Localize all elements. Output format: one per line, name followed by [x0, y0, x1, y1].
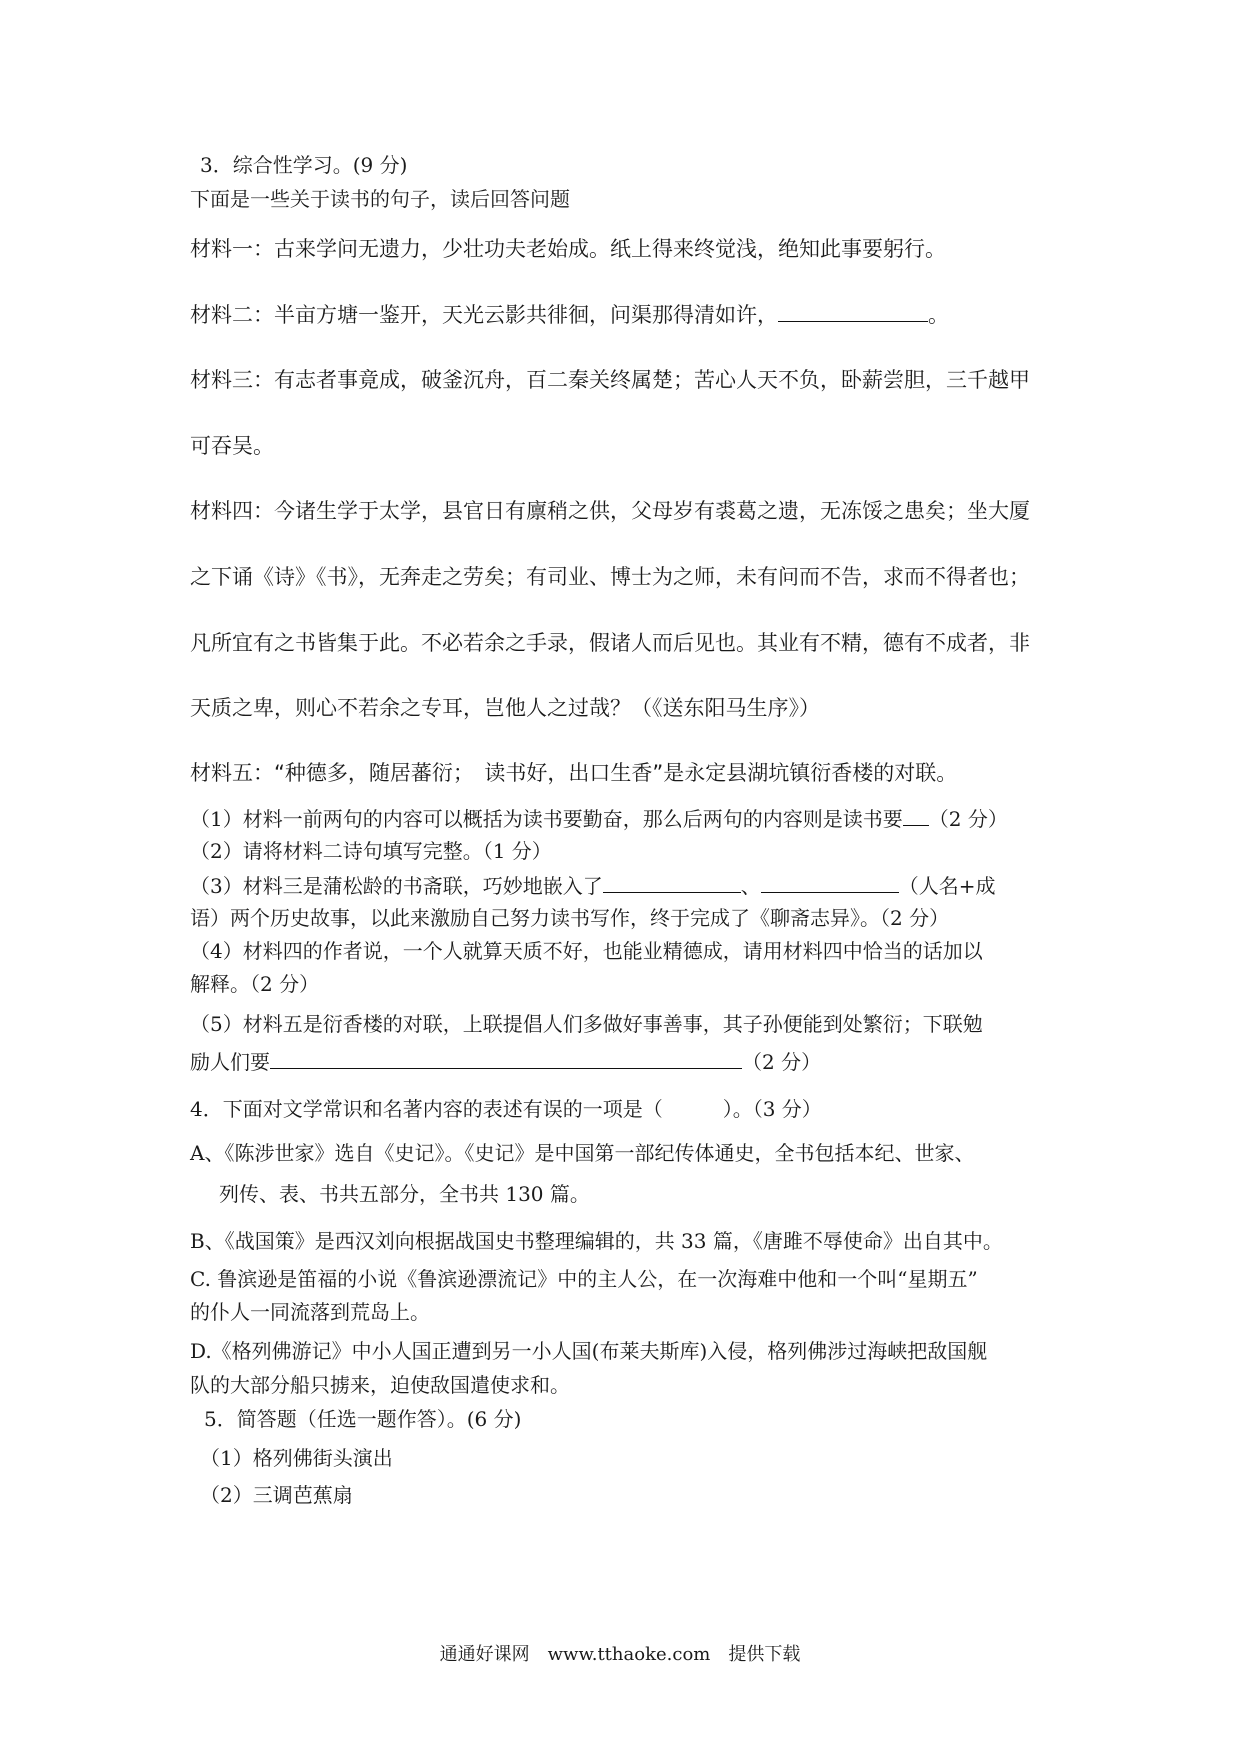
sub-question-1-score: （2 分）	[928, 807, 1008, 831]
sub-question-1-text: （1）材料一前两句的内容可以概括为读书要勤奋，那么后两句的内容则是读书要	[190, 807, 903, 831]
material-3-line-2: 可吞吴。	[190, 434, 274, 458]
sub-question-3-blank-1[interactable]	[603, 874, 741, 893]
q5-option-1: （1）格列佛街头演出	[200, 1446, 393, 1470]
sub-question-4-line-2: 解释。（2 分）	[190, 972, 320, 996]
sub-question-3-line-1	[190, 873, 996, 899]
sub-question-3-hint: （人名+成	[898, 874, 996, 898]
sub-question-5-blank[interactable]	[270, 1050, 742, 1069]
q4-option-d-line-2: 队的大部分船只掳来，迫使敌国遣使求和。	[190, 1373, 570, 1397]
q4-option-a-line-2: 列传、表、书共五部分，全书共 130 篇。	[219, 1182, 590, 1206]
material-4-line-2: 之下诵《诗》《书》，无奔走之劳矣；有司业、博士为之师，未有问而不告，求而不得者也；	[190, 565, 1030, 589]
q3-heading: 3．综合性学习。(9 分)	[200, 153, 408, 177]
q5-heading: 5．简答题（任选一题作答）。(6 分)	[204, 1407, 522, 1431]
material-4-line-3: 凡所宜有之书皆集于此。不必若余之手录，假诸人而后见也。其业有不精，德有不成者，非	[190, 631, 1030, 655]
material-5: 材料五：“种德多，随居蕃衍； 读书好，出口生香”是永定县湖坑镇衍香楼的对联。	[190, 761, 958, 785]
sub-question-5-text: 励人们要	[190, 1050, 270, 1074]
page-footer: 通通好课网 www.tthaoke.com 提供下载	[439, 1644, 801, 1665]
sub-question-3-line-2: 语）两个历史故事，以此来激励自己努力读书写作，终于完成了《聊斋志异》。（2 分）	[190, 906, 950, 930]
q4-option-c-line-1: C. 鲁滨逊是笛福的小说《鲁滨逊漂流记》中的主人公，在一次海难中他和一个叫“星期五”	[190, 1267, 978, 1291]
q4-heading: 4．下面对文学常识和名著内容的表述有误的一项是（ ）。（3 分）	[190, 1097, 822, 1121]
q4-option-b: B、《战国策》是西汉刘向根据战国史书整理编辑的，共 33 篇，《唐雎不辱使命》出自其中。	[190, 1229, 1003, 1253]
material-2	[190, 302, 949, 328]
q3-intro: 下面是一些关于读书的句子，读后回答问题	[190, 187, 570, 211]
material-4-line-1: 材料四：今诸生学于太学，县官日有廪稍之供，父母岁有裘葛之遗，无冻馁之患矣；坐大厦	[190, 499, 1030, 523]
sub-question-5-line-2	[190, 1049, 821, 1075]
sub-question-3-separator: 、	[740, 874, 761, 898]
sub-question-3-text: （3）材料三是蒲松龄的书斋联，巧妙地嵌入了	[190, 874, 603, 898]
material-2-end: 。	[928, 303, 949, 327]
sub-question-1	[190, 806, 1008, 832]
material-2-blank[interactable]	[778, 303, 928, 322]
material-2-text: 材料二：半亩方塘一鉴开，天光云影共徘徊，问渠那得清如许，	[190, 303, 778, 327]
sub-question-1-blank[interactable]	[903, 807, 929, 826]
sub-question-3-blank-2[interactable]	[761, 874, 899, 893]
q4-option-d-line-1: D.《格列佛游记》中小人国正遭到另一小人国(布莱夫斯库)入侵，格列佛涉过海峡把敌国舰	[190, 1339, 988, 1363]
sub-question-2: （2）请将材料二诗句填写完整。（1 分）	[190, 839, 552, 863]
q5-option-2: （2）三调芭蕉扇	[200, 1483, 353, 1507]
sub-question-5-line-1: （5）材料五是衍香楼的对联，上联提倡人们多做好事善事，其子孙便能到处繁衍；下联勉	[190, 1012, 983, 1036]
material-4-line-4: 天质之卑，则心不若余之专耳，岂他人之过哉？（《送东阳马生序》）	[190, 696, 820, 720]
material-3-line-1: 材料三：有志者事竟成，破釜沉舟，百二秦关终属楚；苦心人天不负，卧薪尝胆，三千越甲	[190, 368, 1030, 392]
material-1: 材料一：古来学问无遗力，少壮功夫老始成。纸上得来终觉浅，绝知此事要躬行。	[190, 237, 946, 261]
q4-option-c-line-2: 的仆人一同流落到荒岛上。	[190, 1300, 430, 1324]
sub-question-4-line-1: （4）材料四的作者说，一个人就算天质不好，也能业精德成，请用材料四中恰当的话加以	[190, 939, 983, 963]
sub-question-5-score: （2 分）	[742, 1050, 822, 1074]
q4-option-a-line-1: A、《陈涉世家》选自《史记》。《史记》是中国第一部纪传体通史，全书包括本纪、世家、	[190, 1141, 975, 1165]
